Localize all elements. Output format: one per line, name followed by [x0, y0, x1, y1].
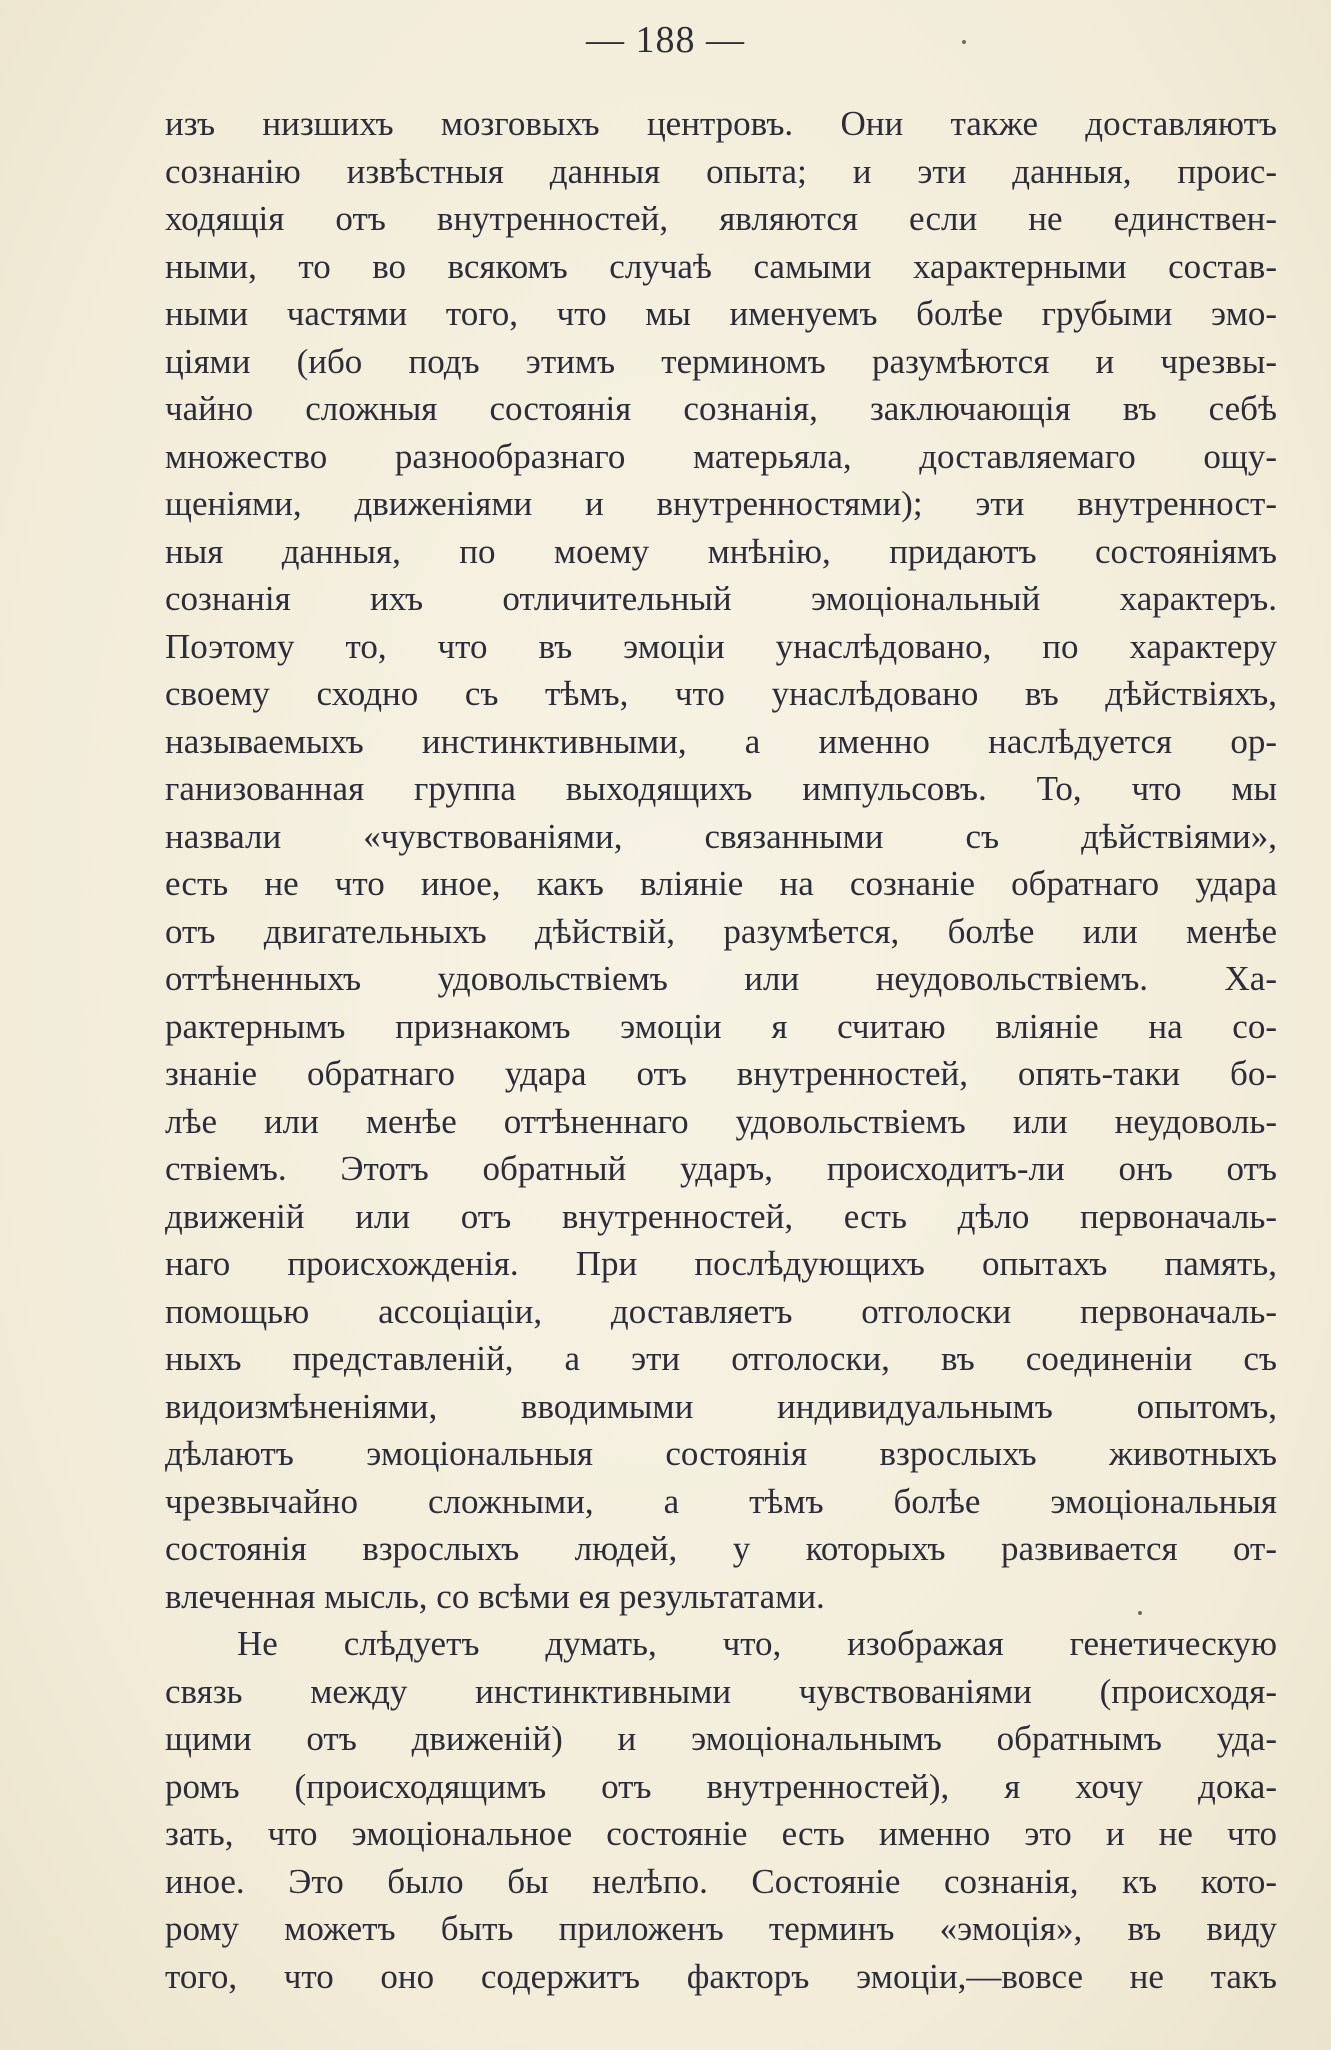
text-line: называемыхъ инстинктивными, а именно наслѣдуется ор- [165, 721, 1277, 761]
text-line: знаніе обратнаго удара отъ внутренностей, опять-таки бо- [165, 1054, 1277, 1093]
text-line: щеніями, движеніями и внутренностями); эти внутренност- [165, 484, 1277, 523]
text-line: состоянія взрослыхъ людей, у которыхъ развивается от- [165, 1529, 1277, 1568]
text-line: того, что оно содержитъ факторъ эмоціи,—вовсе не такъ [165, 1956, 1277, 1996]
print-speck [962, 40, 966, 44]
text-line: иное. Это было бы нелѣпо. Состояніе сознанія, къ кото- [165, 1861, 1277, 1901]
text-line: ходящія отъ внутренностей, являются если не единствен- [165, 199, 1277, 238]
text-line: дѣлаютъ эмоціональныя состоянія взрослыхъ животныхъ [165, 1434, 1277, 1473]
text-line: ствіемъ. Этотъ обратный ударъ, происходитъ-ли онъ отъ [165, 1149, 1277, 1188]
page-number: — 188 — [586, 19, 745, 61]
text-line: ными частями того, что мы именуемъ болѣе грубыми эмо- [165, 294, 1277, 333]
text-line: движеній или отъ внутренностей, есть дѣло первоначаль- [165, 1196, 1277, 1236]
text-line: своему сходно съ тѣмъ, что унаслѣдовано въ дѣйствіяхъ, [165, 674, 1277, 713]
text-line: ныя данныя, по моему мнѣнію, придаютъ состояніямъ [165, 531, 1277, 571]
text-line: ромъ (происходящимъ отъ внутренностей), я хочу дока- [165, 1766, 1277, 1806]
text-line: зать, что эмоціональное состояніе есть именно это и не что [165, 1814, 1277, 1853]
text-line: видоизмѣненіями, вводимыми индивидуальнымъ опытомъ, [165, 1386, 1277, 1426]
text-line: наго происхожденія. При послѣдующихъ опытахъ память, [165, 1244, 1277, 1283]
body-text [165, 100, 1277, 2000]
text-line: ныхъ представленій, а эти отголоски, въ соединеніи съ [165, 1339, 1277, 1378]
text-line: множество разнообразнаго матерьяла, доставляемаго ощу- [165, 436, 1277, 476]
text-line: ціями (ибо подъ этимъ терминомъ разумѣются и чрезвы- [165, 341, 1277, 381]
text-line: связь между инстинктивными чувствованіями (происходя- [165, 1671, 1277, 1711]
text-line: рактернымъ признакомъ эмоціи я считаю вліяніе на со- [165, 1006, 1277, 1046]
text-line: изъ низшихъ мозговыхъ центровъ. Они также доставляютъ [165, 104, 1277, 143]
text-line: чрезвычайно сложными, а тѣмъ болѣе эмоціональныя [165, 1481, 1277, 1521]
text-line: щими отъ движеній) и эмоціональнымъ обратнымъ уда- [165, 1719, 1277, 1758]
text-line: ными, то во всякомъ случаѣ самыми характерными состав- [165, 246, 1277, 286]
text-line: есть не что иное, какъ вліяніе на сознаніе обратнаго удара [165, 864, 1277, 903]
text-line: назвали «чувствованіями, связанными съ дѣйствіями», [165, 816, 1277, 856]
text-line: сознанія ихъ отличительный эмоціональный характеръ. [165, 579, 1277, 618]
text-line: чайно сложныя состоянія сознанія, заключающія въ себѣ [165, 389, 1277, 428]
print-speck [1138, 1611, 1142, 1615]
text-line: сознанію извѣстныя данныя опыта; и эти данныя, проис- [165, 151, 1277, 191]
text-line: рому можетъ быть приложенъ терминъ «эмоція», въ виду [165, 1909, 1277, 1948]
text-line: оттѣненныхъ удовольствіемъ или неудовольствіемъ. Ха- [165, 959, 1277, 998]
text-line: лѣе или менѣе оттѣненнаго удовольствіемъ или неудоволь- [165, 1101, 1277, 1141]
text-line: Поэтому то, что въ эмоціи унаслѣдовано, по характеру [165, 626, 1277, 666]
text-line: помощью ассоціаціи, доставляетъ отголоски первоначаль- [165, 1291, 1277, 1331]
paragraph-end-line: влеченная мысль, со всѣми ея результатами. [165, 1576, 825, 1616]
paragraph-start-line: Не слѣдуетъ думать, что, изображая генетическую [237, 1624, 1277, 1663]
text-line: ганизованная группа выходящихъ импульсовъ. То, что мы [165, 769, 1277, 808]
text-line: отъ двигательныхъ дѣйствій, разумѣется, болѣе или менѣе [165, 911, 1277, 951]
